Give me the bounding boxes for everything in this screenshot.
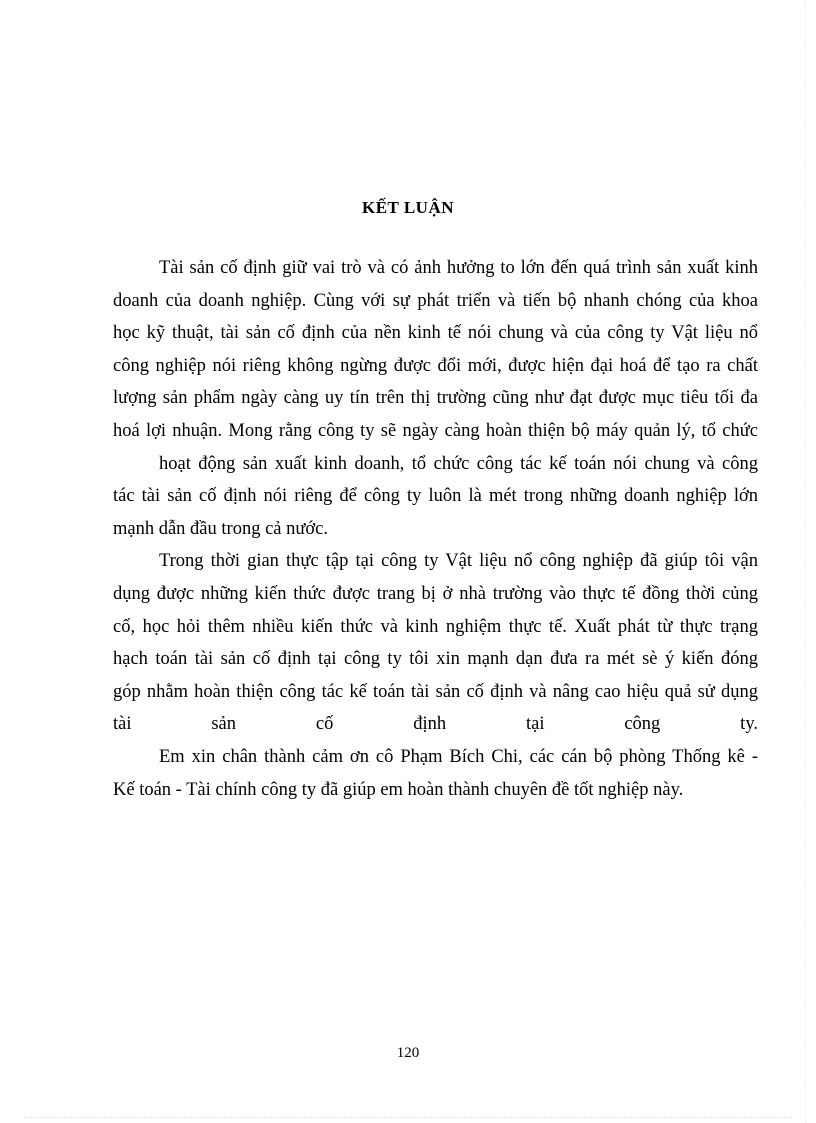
paragraph-3-line-2: dụng được những kiến thức được trang bị ở nhà trường vào thực tế đồng thời củng	[113, 583, 758, 604]
paragraph-3-line-6: tài sản cố định tại công ty.	[113, 714, 758, 735]
document-title: KẾT LUẬN	[361, 198, 454, 217]
paragraph-3-line-5: góp nhằm hoàn thiện công tác kế toán tài sản cố định và nâng cao hiệu quả sử dụng	[113, 681, 758, 702]
paragraph-3-line-1: Trong thời gian thực tập tại công ty Vật liệu nổ công nghiệp đã giúp tôi vận	[159, 551, 758, 572]
paragraph-2-line-3: mạnh dẫn đầu trong cả nước.	[113, 518, 329, 539]
paragraph-2-line-1: hoạt động sản xuất kinh doanh, tổ chức công tác kế toán nói chung và công	[159, 453, 758, 474]
paragraph-1-line-6: hoá lợi nhuận. Mong rằng công ty sẽ ngày càng hoàn thiện bộ máy quản lý, tổ chức	[113, 420, 758, 441]
page-bottom-border	[24, 1117, 792, 1118]
page-number: 120	[396, 1045, 420, 1061]
paragraph-4-line-1: Em xin chân thành cảm ơn cô Phạm Bích Chi, các cán bộ phòng Thống kê -	[159, 746, 758, 767]
paragraph-2-line-2: tác tài sản cố định nói riêng để công ty luôn là mét trong những doanh nghiệp lớn	[113, 486, 758, 507]
page-right-border	[805, 0, 806, 1123]
paragraph-3-line-3: cố, học hỏi thêm nhiều kiến thức và kinh nghiệm thực tế. Xuất phát từ thực trạng	[113, 616, 758, 637]
paragraph-1-line-1: Tài sản cố định giữ vai trò và có ảnh hưởng to lớn đến quá trình sản xuất kinh	[159, 258, 758, 278]
paragraph-1-line-2: doanh của doanh nghiệp. Cùng với sự phát triển và tiến bộ nhanh chóng của khoa	[113, 290, 758, 311]
paragraph-3-line-4: hạch toán tài sản cố định tại công ty tôi xin mạnh dạn đưa ra mét sè ý kiến đóng	[113, 649, 758, 670]
paragraph-4-line-2: Kế toán - Tài chính công ty đã giúp em hoàn thành chuyên đề tốt nghiệp này.	[113, 779, 684, 800]
body-text	[113, 252, 758, 806]
paragraph-1-line-5: lượng sản phẩm ngày càng uy tín trên thị trường cũng như đạt được mục tiêu tối đa	[113, 388, 758, 409]
paragraph-1-line-3: học kỹ thuật, tài sản cố định của nền kinh tế nói chung và của công ty Vật liệu nổ	[113, 323, 758, 344]
paragraph-1-line-4: công nghiệp nói riêng không ngừng được đổi mới, được hiện đại hoá để tạo ra chất	[113, 355, 758, 376]
